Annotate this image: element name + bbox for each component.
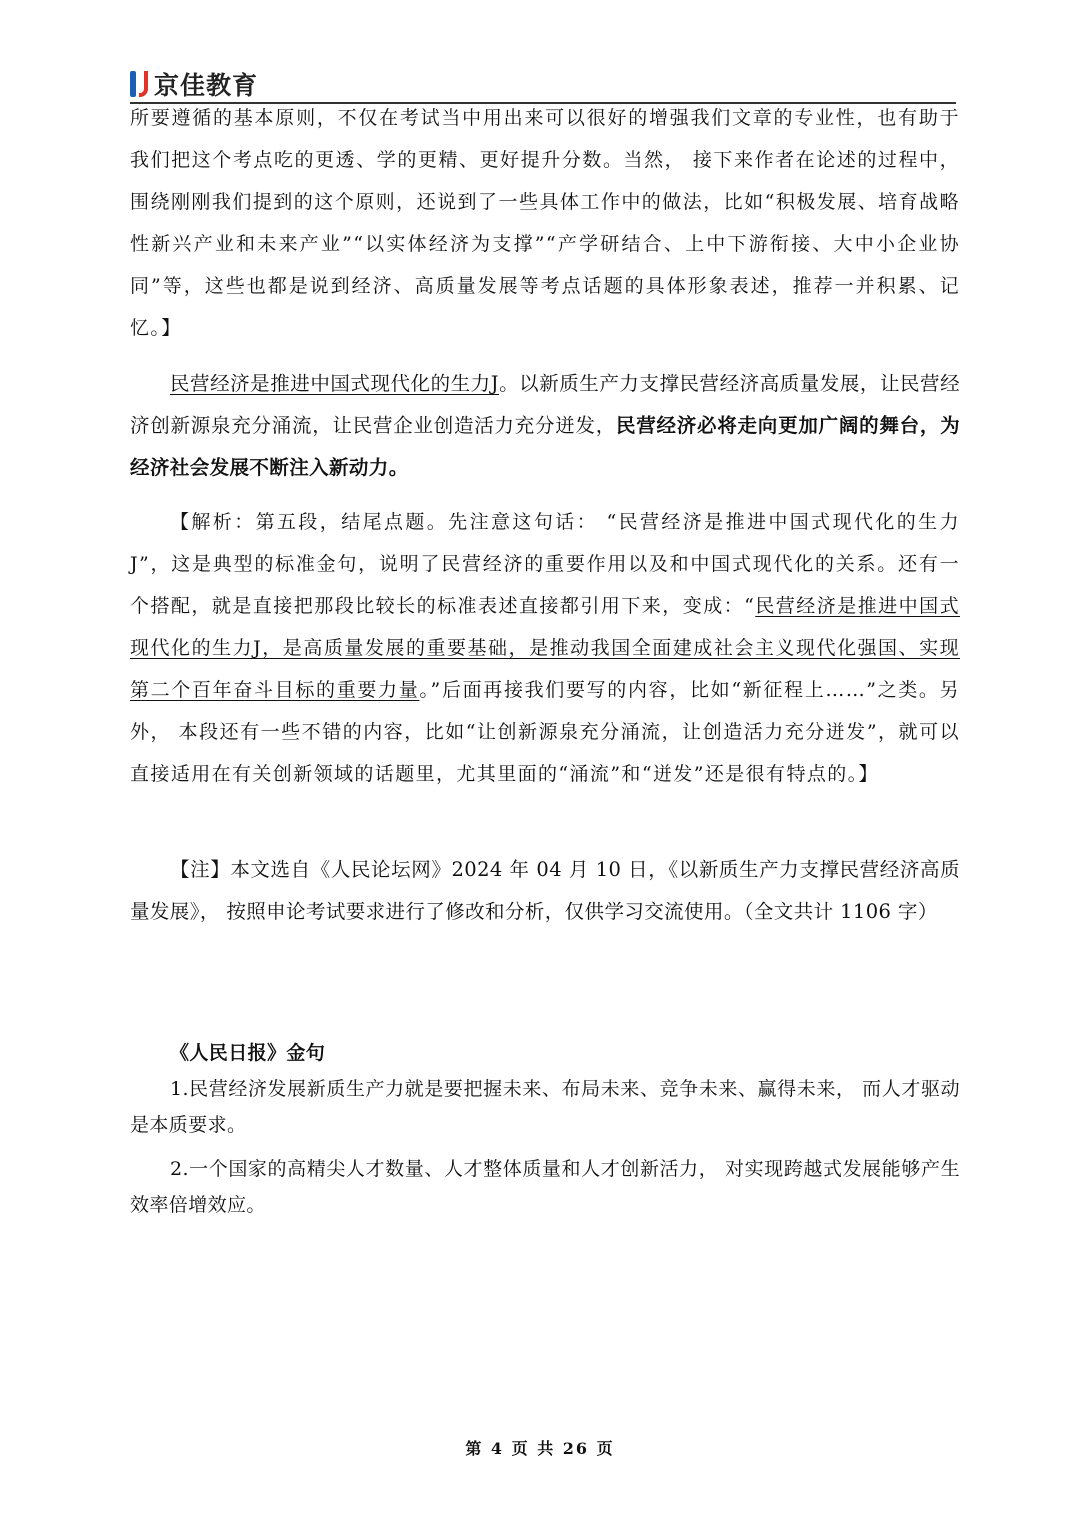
logo-mark-icon (130, 71, 150, 97)
article-paragraph-5 (130, 363, 960, 489)
analysis-lead: 【解析：第五段，结尾点题。先注意这句话： “民营经济是推进中国式现代化的生力J”，这是典型的标准金句，说明了民营经济的重要作用以及和中国式现代化的关系。还有一个搭配，就是直接把那段比较长的标准表述直接都引用下来，变成：“ (130, 511, 960, 617)
page-number: 第 4 页 共 26 页 (465, 1439, 615, 1458)
analysis-paragraph-5 (130, 501, 960, 795)
analysis-continued (130, 97, 960, 349)
analysis-tail: 。”后面再接我们要写的内容，比如“新征程上……”之类。另外， 本段还有一些不错的内容，比如“让创新源泉充分涌流，让创造活力充分迸发”，就可以直接适用在有关创新领域的话题里，尤其里面的“涌流”和“迸发”还是很有特点的。】 (130, 679, 960, 785)
source-note (130, 849, 960, 933)
quote-item-2: 2.一个国家的高精尖人才数量、人才整体质量和人才创新活力， 对实现跨越式发展能够产生效率倍增效应。 (130, 1158, 960, 1216)
quote-item-1: 1.民营经济发展新质生产力就是要把握未来、布局未来、竞争未来、赢得未来， 而人才驱动是本质要求。 (130, 1078, 960, 1136)
quotes-heading: 《人民日报》金句 (170, 1042, 326, 1064)
analysis-underlined-quote: 民营经济是推进中国式现代化的生力J，是高质量发展的重要基础，是推动我国全面建成社会主义现代化强国、实现第二个百年奋斗目标的重要力量 (130, 595, 960, 701)
underlined-sentence: 民营经济是推进中国式现代化的生力J (170, 372, 499, 395)
logo-text: 京佳教育 (154, 71, 259, 100)
note-text: 【注】本文选自《人民论坛网》2024 年 04 月 10 日，《以新质生产力支撑民营经济高质量发展》， 按照申论考试要求进行了修改和分析，仅供学习交流使用。（全文共计 1106 字） (130, 858, 960, 923)
analysis-paragraph-1: 所要遵循的基本原则，不仅在考试当中用出来可以很好的增强我们文章的专业性，也有助于我们把这个考点吃的更透、学的更精、更好提升分数。当然， 接下来作者在论述的过程中，围绕刚刚我们提到的这个原则，还说到了一些具体工作中的做法，比如“积极发展、培育战略性新兴产业和未来产业”“以实体经济为支撑”“产学研结合、上中下游衔接、大中小企业协同”等，这些也都是说到经济、高质量发展等考点话题的具体形象表述，推荐一并积累、记忆。】 (130, 107, 960, 339)
body-sentence: 。以新质生产力支撑民营经济高质量发展，让民营经济创新源泉充分涌流，让民营企业创造活力充分迸发， (130, 372, 960, 437)
bold-conclusion: 民营经济必将走向更加广阔的舞台，为经济社会发展不断注入新动力。 (130, 414, 960, 479)
quotes-section (130, 1035, 960, 1223)
